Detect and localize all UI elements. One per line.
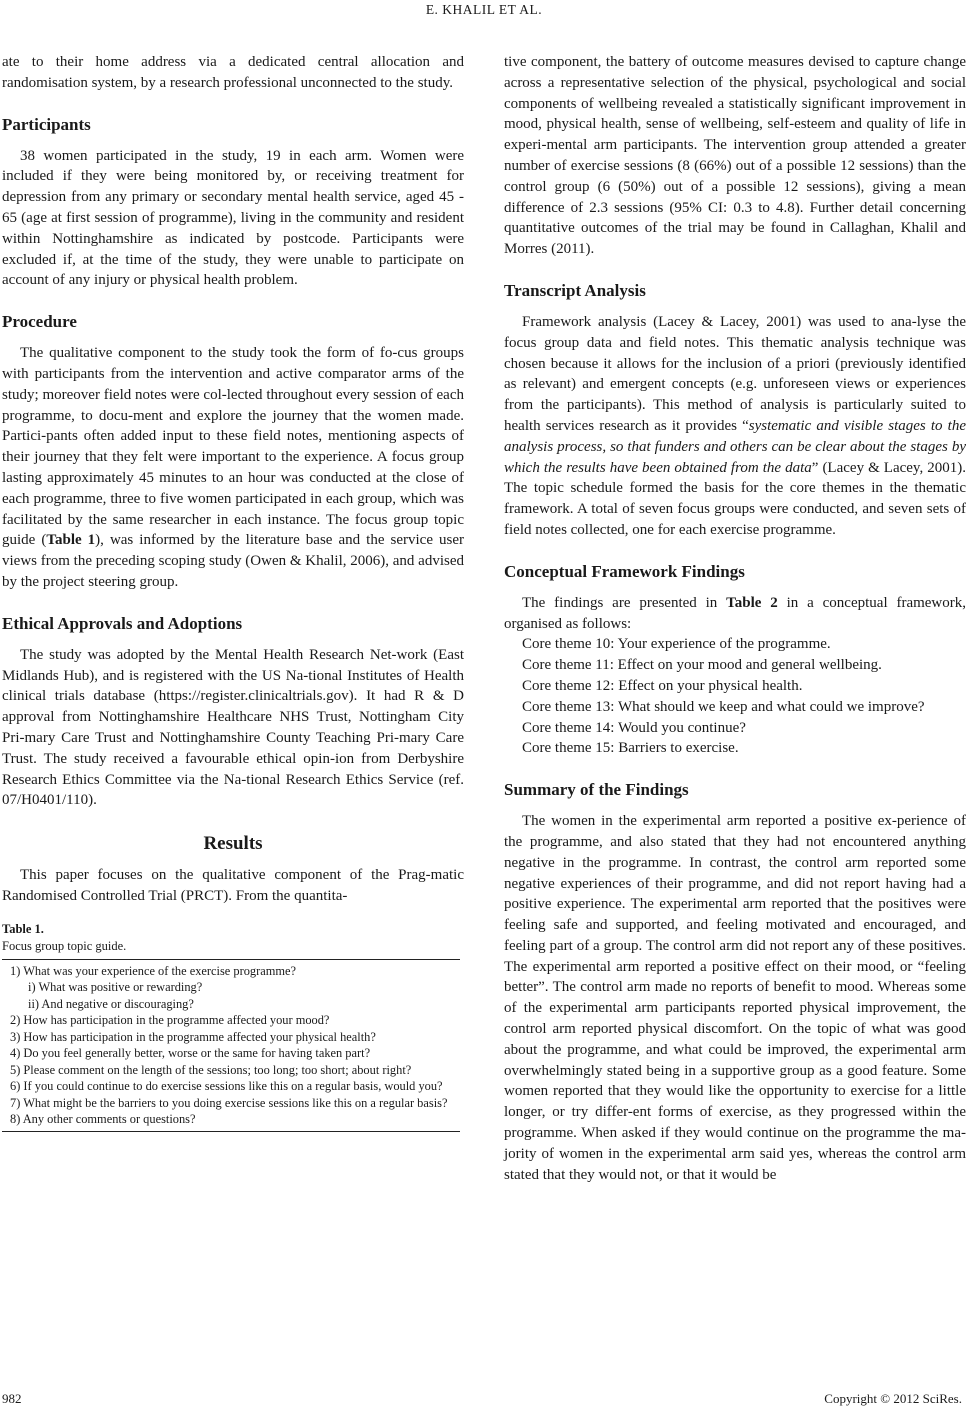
topic-guide-table — [2, 959, 460, 1132]
page-number: 982 — [2, 1391, 22, 1406]
core-theme-item: Core theme 12: Effect on your physical health. — [522, 677, 803, 694]
transcript-quote: systematic and visible stages to the analysis process, so that funders and others can be clear about the stages by which the results have been obtained from the data — [504, 417, 966, 476]
left-column — [2, 52, 464, 1132]
procedure-table-ref: Table 1 — [46, 532, 96, 549]
table-row: ii) And negative or discouraging? — [28, 996, 194, 1011]
table-title: Focus group topic guide. — [2, 938, 127, 953]
right-intro-paragraph: tive component, the battery of outcome measures devised to capture change across a representative selection of the physical, psychological and social components of wellbeing revealed a statistically significant improvement in mood, physical health, sense of wellbeing, self-esteem and quality of life in experi-mental arm participants. The intervention group attended a greater number of exercise sessions (8 (66%) out of a possible 12 sessions) than the control group (6 (50%) out of a possible 12 sessions), giving a mean difference of 2.3 sessions (95% CI: 0.3 to 4.8). Further detail concerning quantitative outcomes of the trial may be found in Callaghan, Khalil and Morres (2011). — [504, 54, 966, 258]
procedure-paragraph — [2, 343, 464, 593]
table-caption — [2, 921, 464, 955]
core-theme-item: Core theme 10: Your experience of the programme. — [522, 636, 831, 653]
table-row: i) What was positive or rewarding? — [28, 980, 203, 995]
table-row: 6) If you could continue to do exercise sessions like this on a regular basis, would you? — [10, 1079, 443, 1094]
conceptual-text-a: The findings are presented in — [522, 594, 727, 611]
results-paragraph: This paper focuses on the qualitative component of the Prag-matic Randomised Controlled Trial (PRCT). From the quantita- — [2, 867, 464, 904]
copyright-notice: Copyright © 2012 SciRes. — [824, 1391, 962, 1406]
left-intro-paragraph: ate to their home address via a dedicated central allocation and randomisation system, by a research professional unconnected to the study. — [2, 54, 464, 91]
table-row: 2) How has participation in the programme affected your mood? — [10, 1013, 330, 1028]
procedure-text-a: The qualitative component to the study took the form of fo-cus groups with participants from the intervention and active comparator arms of the study; moreover field notes were col-lected throughout every session of each programme, to docu-ment and explore the journey that the women made. Partici-pants often added input to these field notes, mentioning aspects of their journey that they felt were important to the experience. A focus group lasting approximately 45 minutes to an hour was conducted at the close of each programme, three to five women participated in each group, which was facilitated by the same researcher in each instance. The focus group topic guide ( — [2, 345, 464, 549]
table-row: 3) How has participation in the programme affected your physical health? — [10, 1029, 376, 1044]
core-theme-item: Core theme 14: Would you continue? — [522, 719, 746, 736]
transcript-text-b: ” (Lacey & Lacey, 2001). The topic schedule formed the basis for the core themes in the thematic framework. A total of seven focus groups were conducted, and seven sets of field notes collected, one for each exercise programme. — [504, 459, 966, 538]
table-row: 1) What was your experience of the exercise programme? — [10, 963, 297, 978]
transcript-paragraph — [504, 312, 966, 541]
conceptual-text-b: in a conceptual framework, organised as follows: — [504, 594, 967, 632]
ethics-paragraph: The study was adopted by the Mental Health Research Net-work (East Midlands Hub), and is registered with the US Na-tional Institutes of Health clinical trials database (https://register.clinicaltrials.gov). It had R & D approval from Nottinghamshire Healthcare NHS Trust, Nottingham City Pri-mary Care Trust and Nottinghamshire County Teaching Pri-mary Care Trust. The study received a favourable ethical opin-ion from Derbyshire Research Ethics Committee via the Na-tional Research Ethics Service (ref. 07/H0401/110). — [2, 646, 464, 809]
running-header: E. KHALIL ET AL. — [425, 2, 543, 17]
summary-heading: Summary of the Findings — [504, 780, 689, 800]
ethics-heading: Ethical Approvals and Adoptions — [2, 613, 243, 633]
table-row: 8) Any other comments or questions? — [10, 1112, 196, 1127]
table-row: 7) What might be the barriers to you doing exercise sessions like this on a regular basis? — [10, 1095, 448, 1110]
conceptual-heading: Conceptual Framework Findings — [504, 561, 745, 581]
core-theme-item: Core theme 11: Effect on your mood and general wellbeing. — [522, 657, 882, 674]
table-row: 4) Do you feel generally better, worse or the same for having taken part? — [10, 1046, 371, 1061]
table-row: 5) Please comment on the length of the sessions; too long; too short; about right? — [10, 1062, 412, 1077]
transcript-heading: Transcript Analysis — [504, 280, 646, 300]
table-label: Table 1. — [2, 921, 44, 936]
transcript-text-a: Framework analysis (Lacey & Lacey, 2001) was used to ana-lyse the focus group data and field notes. This thematic analysis technique was chosen because it allows for the inclusion of a priori (previously identified as relevant) and emergent concepts (e.g. unforeseen views or experiences from the participants). This method of analysis is particularly suited to health services research as it provides “ — [504, 313, 966, 434]
results-heading: Results — [203, 833, 263, 855]
procedure-heading: Procedure — [2, 312, 77, 332]
participants-paragraph: 38 women participated in the study, 19 in each arm. Women were included if they were being monitored by, or receiving treatment for depression from any primary or secondary mental health service, aged 45 - 65 (age at first session of programme), living in the community and resident within Nottinghamshire as indicated by postcode. Participants were excluded if, at the time of the study, they were unable to participate on account of any injury or physical health problem. — [2, 147, 464, 289]
conceptual-table-ref: Table 2 — [726, 594, 778, 611]
core-theme-list — [504, 634, 966, 759]
right-column — [504, 52, 966, 1185]
core-theme-item: Core theme 13: What should we keep and what could we improve? — [522, 698, 925, 715]
procedure-text-b: ), was informed by the literature base and the service user views from the preceding scoping study (Owen & Khalil, 2006), and advised by the project steering group. — [2, 532, 464, 590]
core-theme-item: Core theme 15: Barriers to exercise. — [522, 740, 739, 757]
summary-paragraph: The women in the experimental arm reported a positive ex-perience of the programme, and also stated that they had not encountered anything negative in the programme. In contrast, the control arm reported some negative experiences of their programme, and did not report having had a positive experience. The experimental arm reported that the positives were feeling safe and supported, and feeling motivated and encouraged, and feeling part of a group. The control arm did not report any of these positives. The experimental arm reported a positive effect on their mood, or “feeling better”. The control arm made no reports of benefit to mood. Whereas some of the experimental arm participants reported physical improvement, the control arm reported physical discomfort. On the topic of what was good about the programme, and what could be improved, the experimental arm overwhelmingly stated being in a supportive group as a good feature. Some women reported that they would like the opportunity to exercise for a little longer, or try differ-ent forms of exercise, as they progressed within the programme. When asked if they would continue on the programme the ma-jority of women in the experimental arm said yes, whereas the control arm stated that they would not, or that it would be — [504, 813, 966, 1183]
participants-heading: Participants — [2, 114, 91, 134]
conceptual-paragraph — [504, 593, 966, 635]
